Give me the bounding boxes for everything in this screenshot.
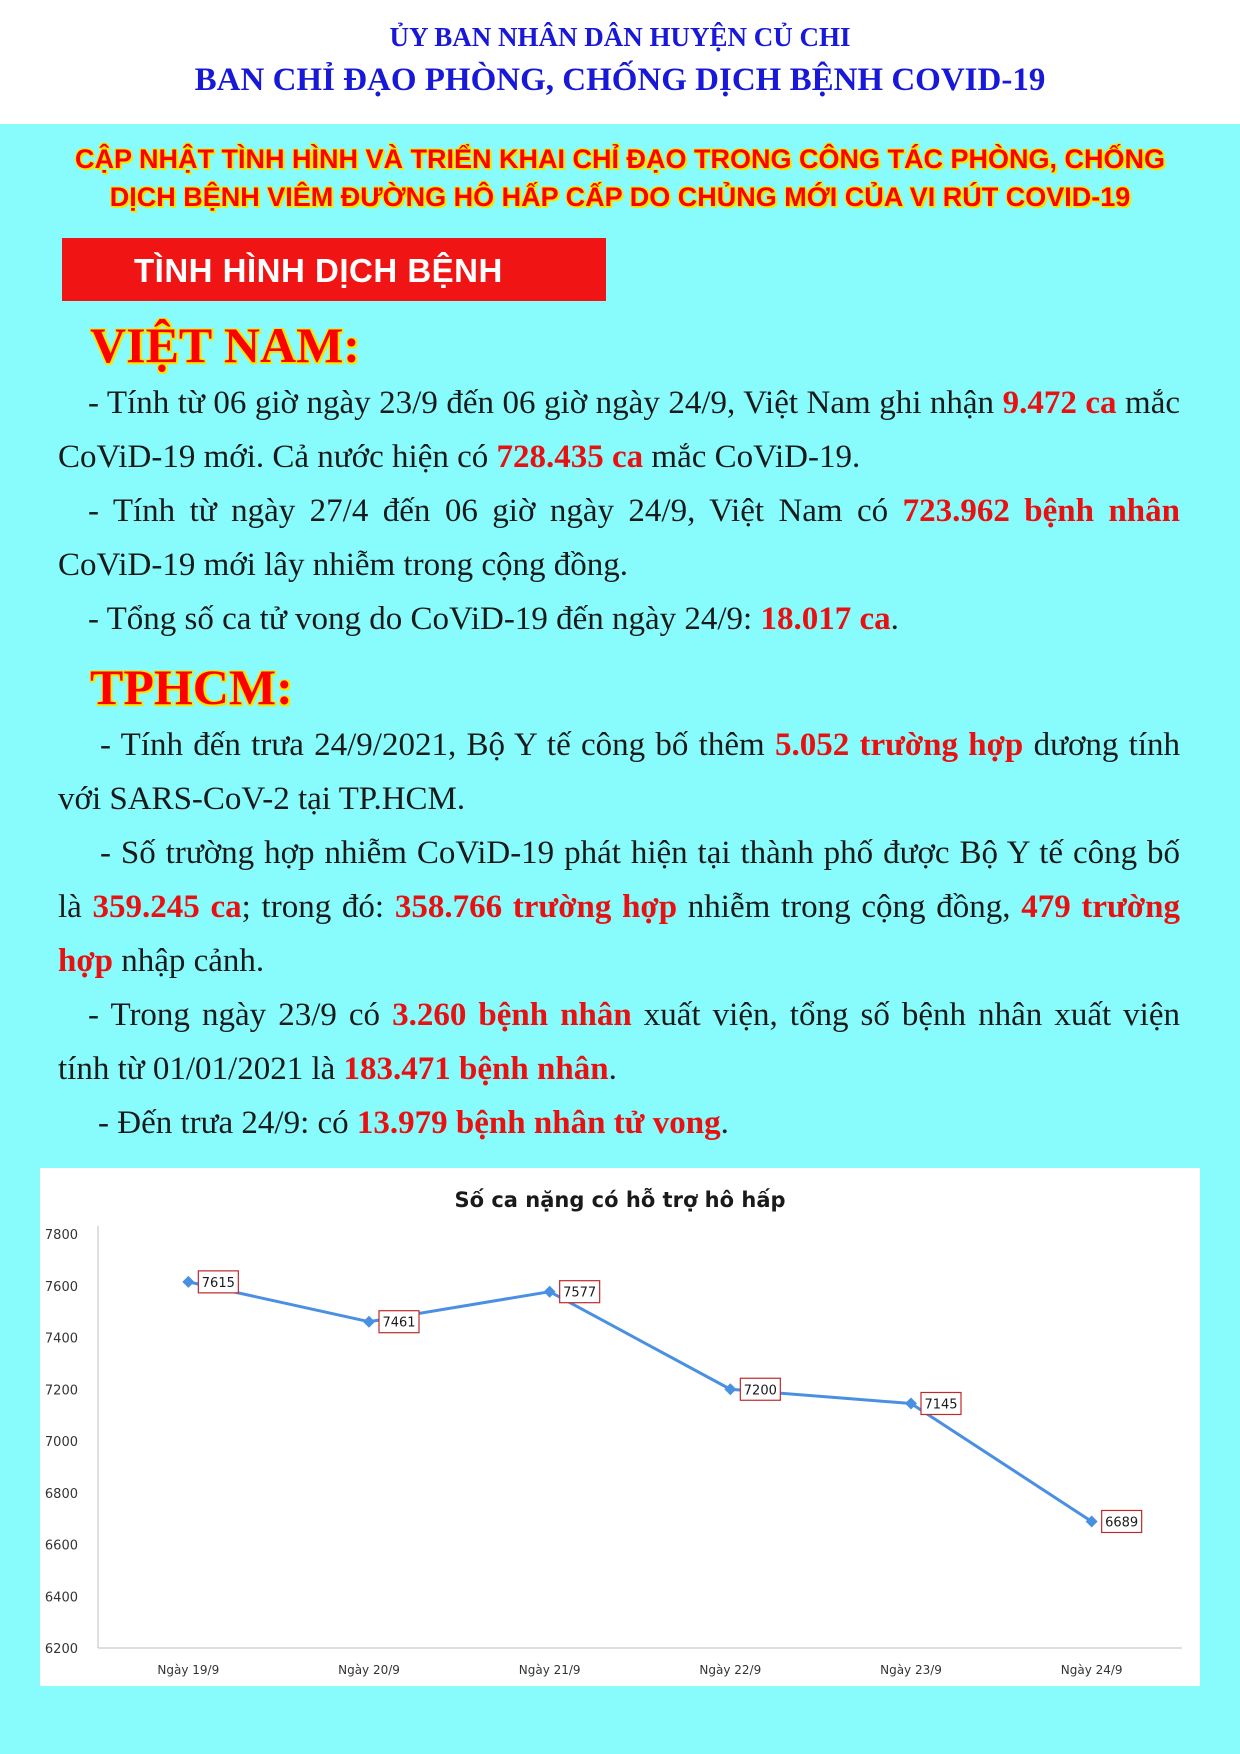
chart-plot xyxy=(40,1168,1200,1686)
document-header xyxy=(0,0,1240,124)
subheading-line1: CẬP NHẬT TÌNH HÌNH VÀ TRIỂN KHAI CHỈ ĐẠO TRONG CÔNG TÁC PHÒNG, CHỐNG xyxy=(74,144,1165,174)
x-tick-label: Ngày 20/9 xyxy=(338,1663,400,1677)
text-run: - Trong ngày 23/9 có xyxy=(88,997,393,1033)
highlight-total-cases: 728.435 ca xyxy=(496,439,644,475)
y-tick-label: 6600 xyxy=(44,1538,78,1554)
highlight-community-patients: 723.962 bệnh nhân xyxy=(902,493,1181,529)
org-name-line2: BAN CHỈ ĐẠO PHÒNG, CHỐNG DỊCH BỆNH COVID-19 xyxy=(194,62,1046,98)
data-point xyxy=(724,1383,736,1395)
text-run: nhiễm trong cộng đồng, xyxy=(677,889,1022,925)
text-run: - Đến trưa 24/9: có xyxy=(98,1105,357,1141)
x-tick-label: Ngày 24/9 xyxy=(1060,1663,1123,1677)
highlight-city-total: 359.245 ca xyxy=(92,889,242,925)
text-run: . xyxy=(720,1105,729,1141)
text-run: - Số trường hợp nhiễm CoViD-19 phát hiện tại thành phố được Bộ Y tế công bố là xyxy=(58,835,1180,925)
text-run: mắc CoViD-19. xyxy=(643,439,861,475)
data-label: 7200 xyxy=(743,1383,777,1399)
y-tick-label: 7600 xyxy=(44,1279,78,1295)
highlight-new-cases: 9.472 ca xyxy=(1002,385,1117,421)
org-name-line1: ỦY BAN NHÂN DÂN HUYỆN CỦ CHI xyxy=(389,22,851,52)
y-tick-label: 6800 xyxy=(44,1486,78,1502)
tphcm-paragraph-1 xyxy=(58,718,1180,826)
text-run: CoViD-19 mới lây nhiễm trong cộng đồng. xyxy=(58,547,628,583)
data-point xyxy=(363,1316,375,1328)
tphcm-paragraph-2 xyxy=(58,826,1180,988)
text-run: . xyxy=(890,601,899,637)
text-run: - Tính từ 06 giờ ngày 23/9 đến 06 giờ ngày 24/9, Việt Nam ghi nhận xyxy=(88,385,1003,421)
tphcm-heading: TPHCM: xyxy=(90,659,293,715)
text-run: dương tính với SARS-CoV-2 tại TP.HCM. xyxy=(58,727,1181,817)
y-tick-label: 6200 xyxy=(44,1642,78,1657)
y-tick-label: 7800 xyxy=(44,1228,78,1243)
x-tick-label: Ngày 22/9 xyxy=(699,1663,762,1677)
data-label: 7577 xyxy=(563,1285,597,1301)
x-tick-label: Ngày 23/9 xyxy=(880,1663,942,1677)
y-tick-label: 7000 xyxy=(44,1435,78,1450)
ventilator-cases-chart xyxy=(40,1168,1200,1686)
data-point xyxy=(544,1286,556,1298)
highlight-discharged-today: 3.260 bệnh nhân xyxy=(392,997,632,1033)
text-run: . xyxy=(608,1051,617,1087)
vietnam-heading: VIỆT NAM: xyxy=(90,317,360,373)
text-run: mắc CoViD-19 mới. Cả nước hiện có xyxy=(58,385,1180,475)
highlight-imported-cases: 479 trường hợp xyxy=(58,889,1180,979)
highlight-city-deaths: 13.979 bệnh nhân tử vong xyxy=(356,1105,721,1141)
highlight-community-cases: 358.766 trường hợp xyxy=(394,889,678,925)
highlight-new-positive: 5.052 trường hợp xyxy=(774,727,1024,763)
vietnam-paragraph-3 xyxy=(58,592,1180,646)
tphcm-paragraph-3 xyxy=(58,988,1180,1096)
vietnam-paragraph-1 xyxy=(58,376,1180,484)
text-run: - Tính đến trưa 24/9/2021, Bộ Y tế công bố thêm xyxy=(100,727,775,763)
y-tick-label: 6400 xyxy=(44,1590,78,1606)
text-run: - Tính từ ngày 27/4 đến 06 giờ ngày 24/9, Việt Nam có xyxy=(88,493,903,529)
y-tick-label: 7200 xyxy=(44,1383,78,1399)
data-label: 7615 xyxy=(201,1275,235,1291)
text-run: xuất viện, tổng số bệnh nhân xuất viện tính từ 01/01/2021 là xyxy=(58,997,1180,1087)
tphcm-paragraph-4 xyxy=(58,1096,1180,1150)
highlight-discharged-total: 183.471 bệnh nhân xyxy=(343,1051,609,1087)
document-subheading xyxy=(40,140,1200,216)
data-label: 6689 xyxy=(1105,1515,1139,1531)
highlight-deaths: 18.017 ca xyxy=(760,601,891,637)
section-banner xyxy=(62,238,606,301)
text-run: - Tổng số ca tử vong do CoViD-19 đến ngày 24/9: xyxy=(88,601,761,637)
text-run: nhập cảnh. xyxy=(112,943,265,979)
data-label: 7461 xyxy=(382,1315,416,1331)
vietnam-paragraph-2 xyxy=(58,484,1180,592)
x-tick-label: Ngày 21/9 xyxy=(518,1663,581,1677)
subheading-line2: DỊCH BỆNH VIÊM ĐƯỜNG HÔ HẤP CẤP DO CHỦNG MỚI CỦA VI RÚT COVID-19 xyxy=(109,182,1131,212)
section-banner-label: TÌNH HÌNH DỊCH BỆNH xyxy=(134,252,503,289)
data-point xyxy=(182,1276,194,1288)
chart-title: Số ca nặng có hỗ trợ hô hấp xyxy=(454,1188,786,1212)
x-tick-label: Ngày 19/9 xyxy=(157,1663,220,1677)
data-label: 7145 xyxy=(924,1397,958,1413)
text-run: ; trong đó: xyxy=(241,889,395,925)
y-tick-label: 7400 xyxy=(44,1331,78,1347)
